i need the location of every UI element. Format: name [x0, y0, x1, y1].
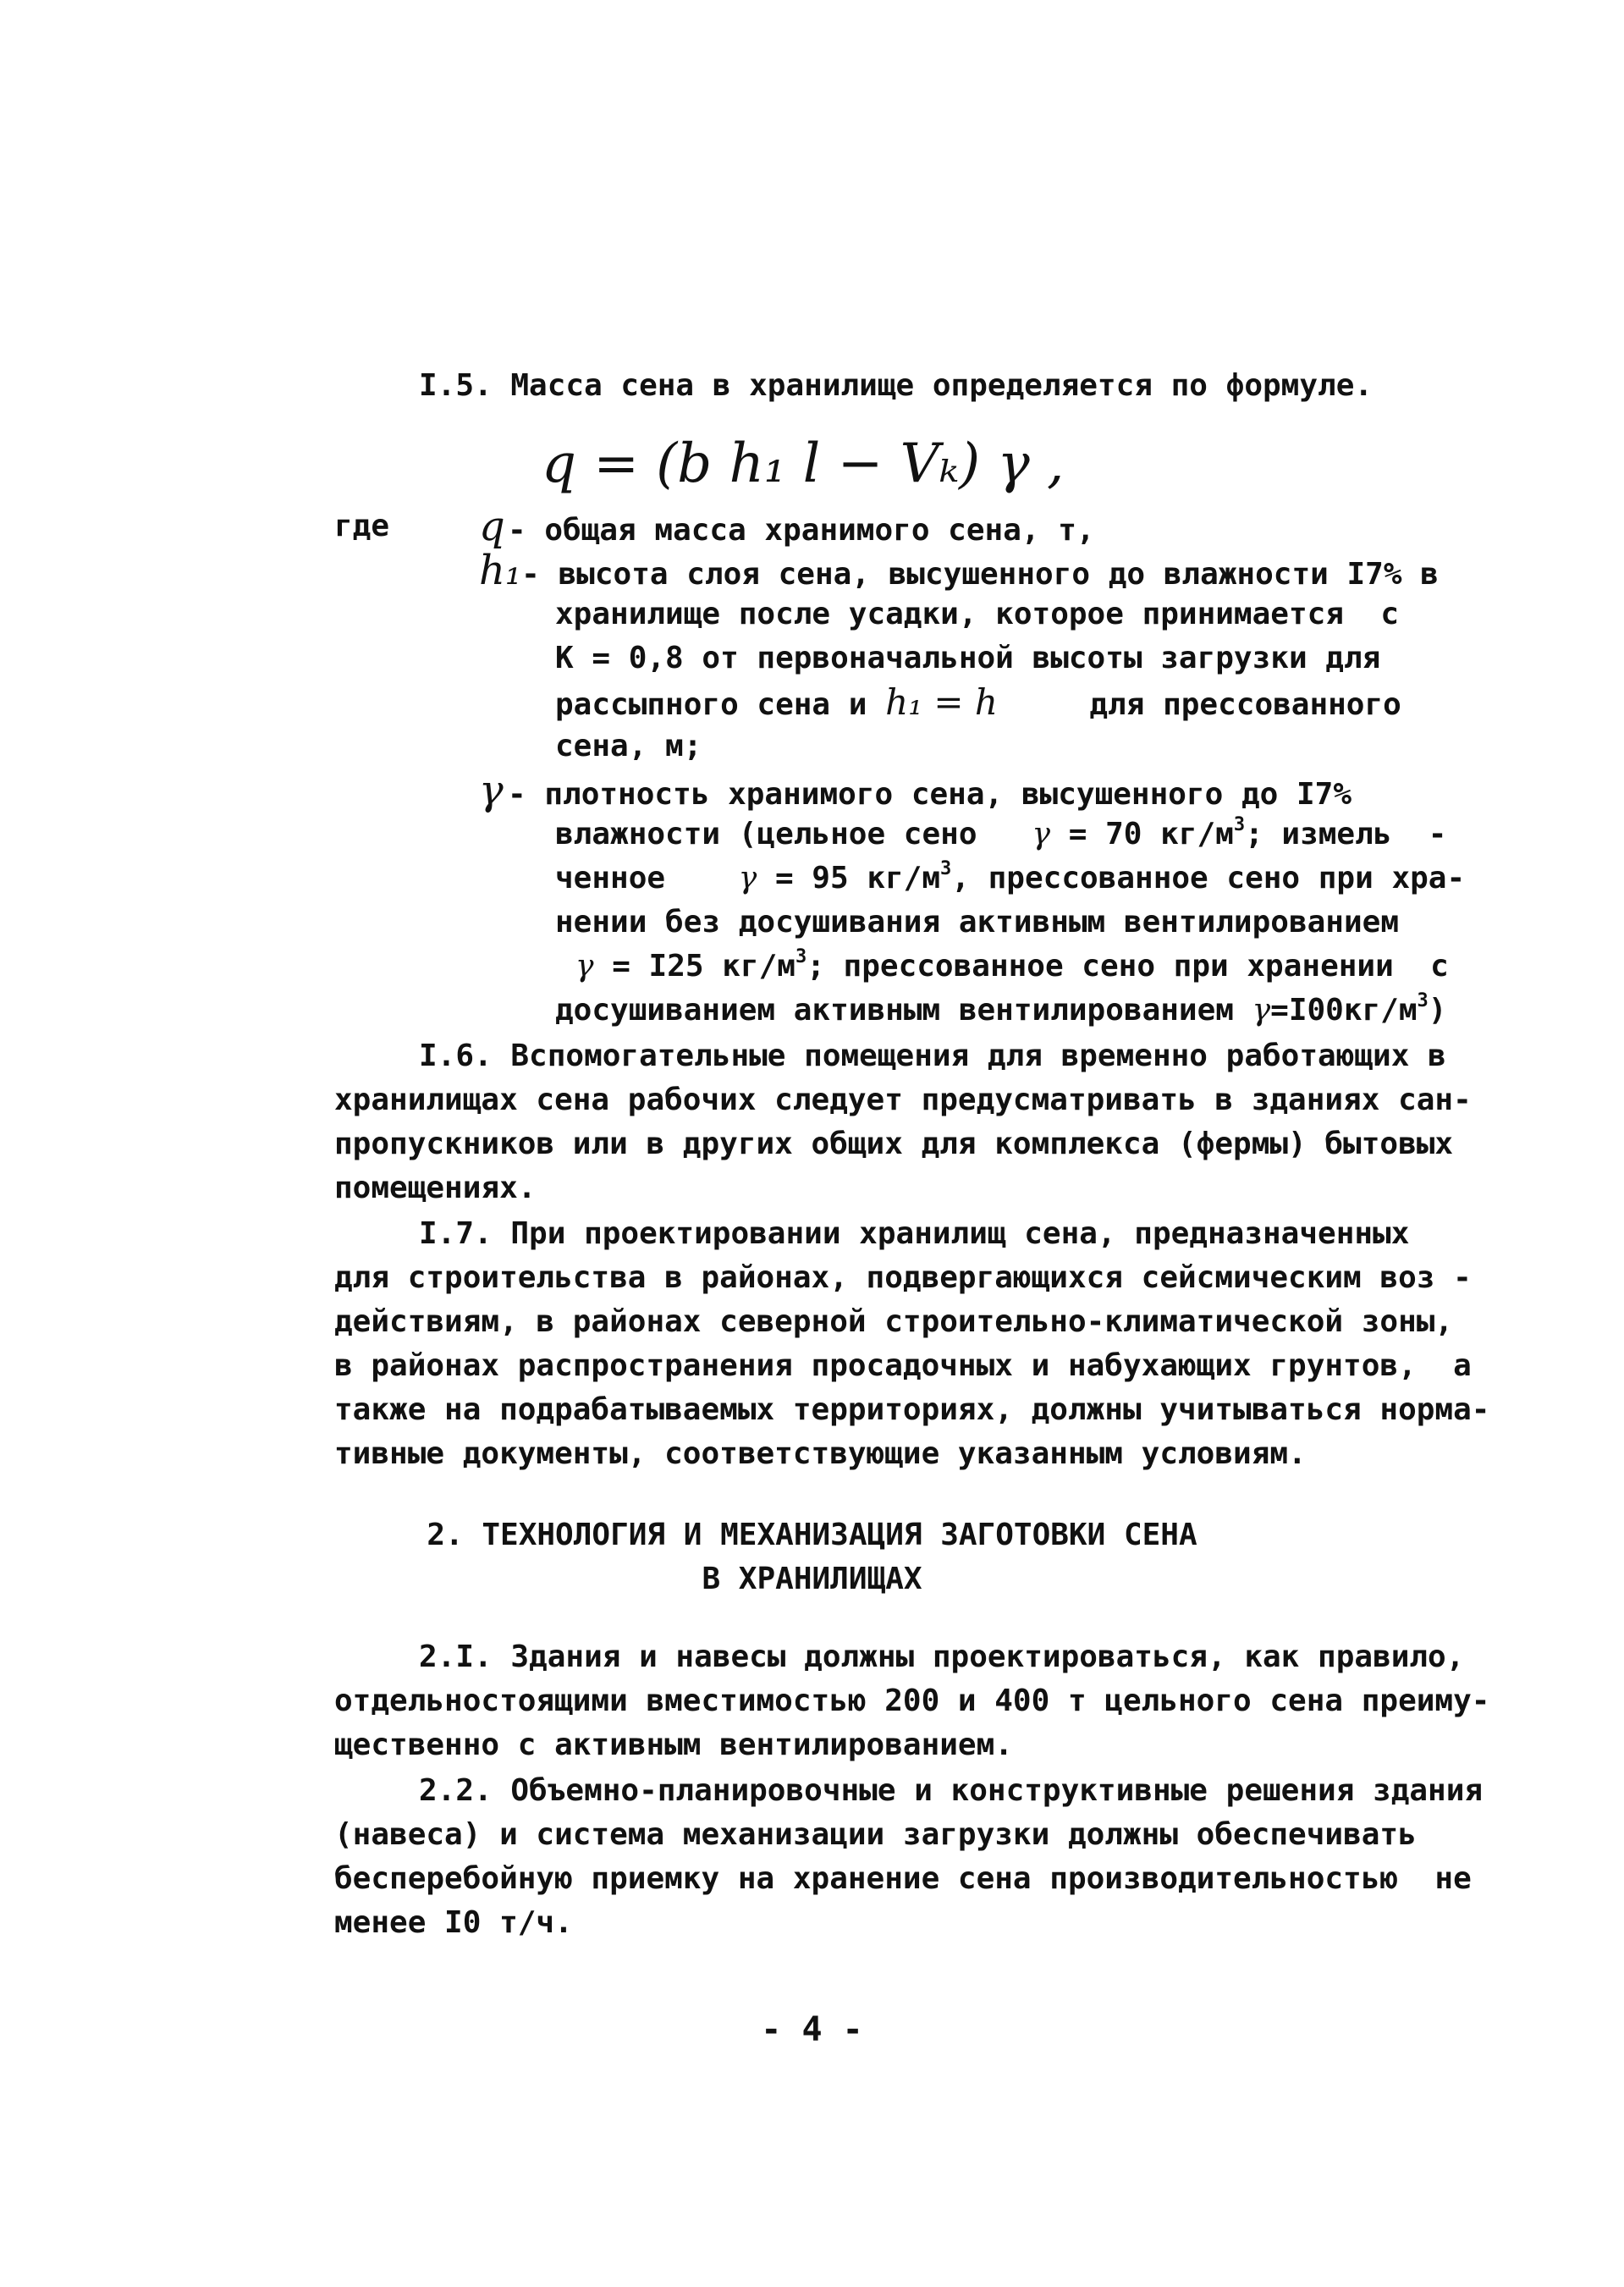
definition-gamma-line-6: досушиванием активным вентилированием $\gamma=I00кг/м^3$) [555, 990, 1447, 1028]
handwritten-h-equals: h₁ = h [885, 681, 998, 723]
definition-h1-line-1: h₁- высота слоя сена, высушенного до влажности I7% в [479, 547, 1439, 594]
definition-gamma-line-5: γ = I25 $кг/м^3$; прессованное сено при хранении с [575, 946, 1449, 984]
definition-q-text: - общая масса хранимого сена, т, [508, 513, 1095, 548]
paragraph-1-7-line-3: действиям, в районах северной строительно-климатической зоны, [334, 1304, 1454, 1339]
page-number: - 4 - [761, 2010, 863, 2049]
paragraph-1-6-line-4: помещениях. [334, 1171, 537, 1205]
paragraph-1-7-line-5: также на подрабатываемых территориях, должны учитываться норма- [334, 1392, 1490, 1427]
definition-h1-line-5: сена, м; [555, 729, 702, 763]
definition-h1-line-4: рассыпного сена и h₁ = h для прессованного [555, 681, 1401, 723]
definition-q [479, 504, 1095, 553]
definition-h1-line-3: К = 0,8 от первоначальной высоты загрузки для [555, 641, 1381, 675]
definition-gamma-line-2: влажности (цельное сено γ = 70 $кг/м^3$; измель - [555, 814, 1447, 851]
mass-formula: q = (b h₁ l − Vₖ) γ , [542, 433, 1065, 495]
section-2-heading-line-2: В ХРАНИЛИЩАХ [702, 1562, 922, 1596]
paragraph-2-2-line-3: бесперебойную приемку на хранение сена производительностью не [334, 1861, 1472, 1896]
symbol-q: q [479, 503, 505, 550]
paragraph-1-6-line-3: пропускников или в других общих для комплекса (фермы) бытовых [334, 1127, 1454, 1161]
definition-h1-line-2: хранилище после усадки, которое принимается с [555, 597, 1399, 631]
paragraph-2-2-line-1: 2.2. Объемно-планировочные и конструктивные решения здания [419, 1773, 1484, 1808]
paragraph-1-7-line-1: I.7. При проектировании хранилищ сена, предназначенных [419, 1216, 1410, 1251]
paragraph-1-7-line-4: в районах распространения просадочных и набухающих грунтов, а [334, 1348, 1472, 1383]
definition-gamma-line-4: нении без досушивания активным вентилированием [555, 905, 1399, 940]
paragraph-1-6-line-1: I.6. Вспомогательные помещения для временно работающих в [419, 1039, 1446, 1073]
where-label: где [334, 509, 390, 543]
paragraph-1-7-line-2: для строительства в районах, подвергающихся сейсмическим воз - [334, 1260, 1472, 1295]
paragraph-1-7-line-6: тивные документы, соответствующие указанным условиям. [334, 1436, 1307, 1471]
section-2-heading-line-1: 2. ТЕХНОЛОГИЯ И МЕХАНИЗАЦИЯ ЗАГОТОВКИ СЕНА [427, 1518, 1197, 1552]
definition-gamma-line-1: γ - плотность хранимого сена, высушенного до I7% [479, 767, 1351, 814]
paragraph-2-1-line-3: щественно с активным вентилированием. [334, 1728, 1013, 1762]
paragraph-2-2-line-2: (навеса) и система механизации загрузки должны обеспечивать [334, 1817, 1417, 1852]
paragraph-1-5-intro: I.5. Масса сена в хранилище определяется по формуле. [419, 368, 1374, 403]
symbol-gamma: γ [479, 767, 504, 814]
paragraph-1-6-line-2: хранилищах сена рабочих следует предусматривать в зданиях сан- [334, 1083, 1472, 1117]
paragraph-2-2-line-4: менее I0 т/ч. [334, 1905, 573, 1940]
definition-gamma-line-3: ченное γ = 95 $кг/м^3$, прессованное сено при хра- [555, 858, 1466, 896]
paragraph-2-1-line-1: 2.I. Здания и навесы должны проектироваться, как правило, [419, 1639, 1465, 1674]
symbol-h1: h₁ [479, 547, 522, 594]
paragraph-2-1-line-2: отдельностоящими вместимостью 200 и 400 т цельного сена преиму- [334, 1684, 1490, 1718]
